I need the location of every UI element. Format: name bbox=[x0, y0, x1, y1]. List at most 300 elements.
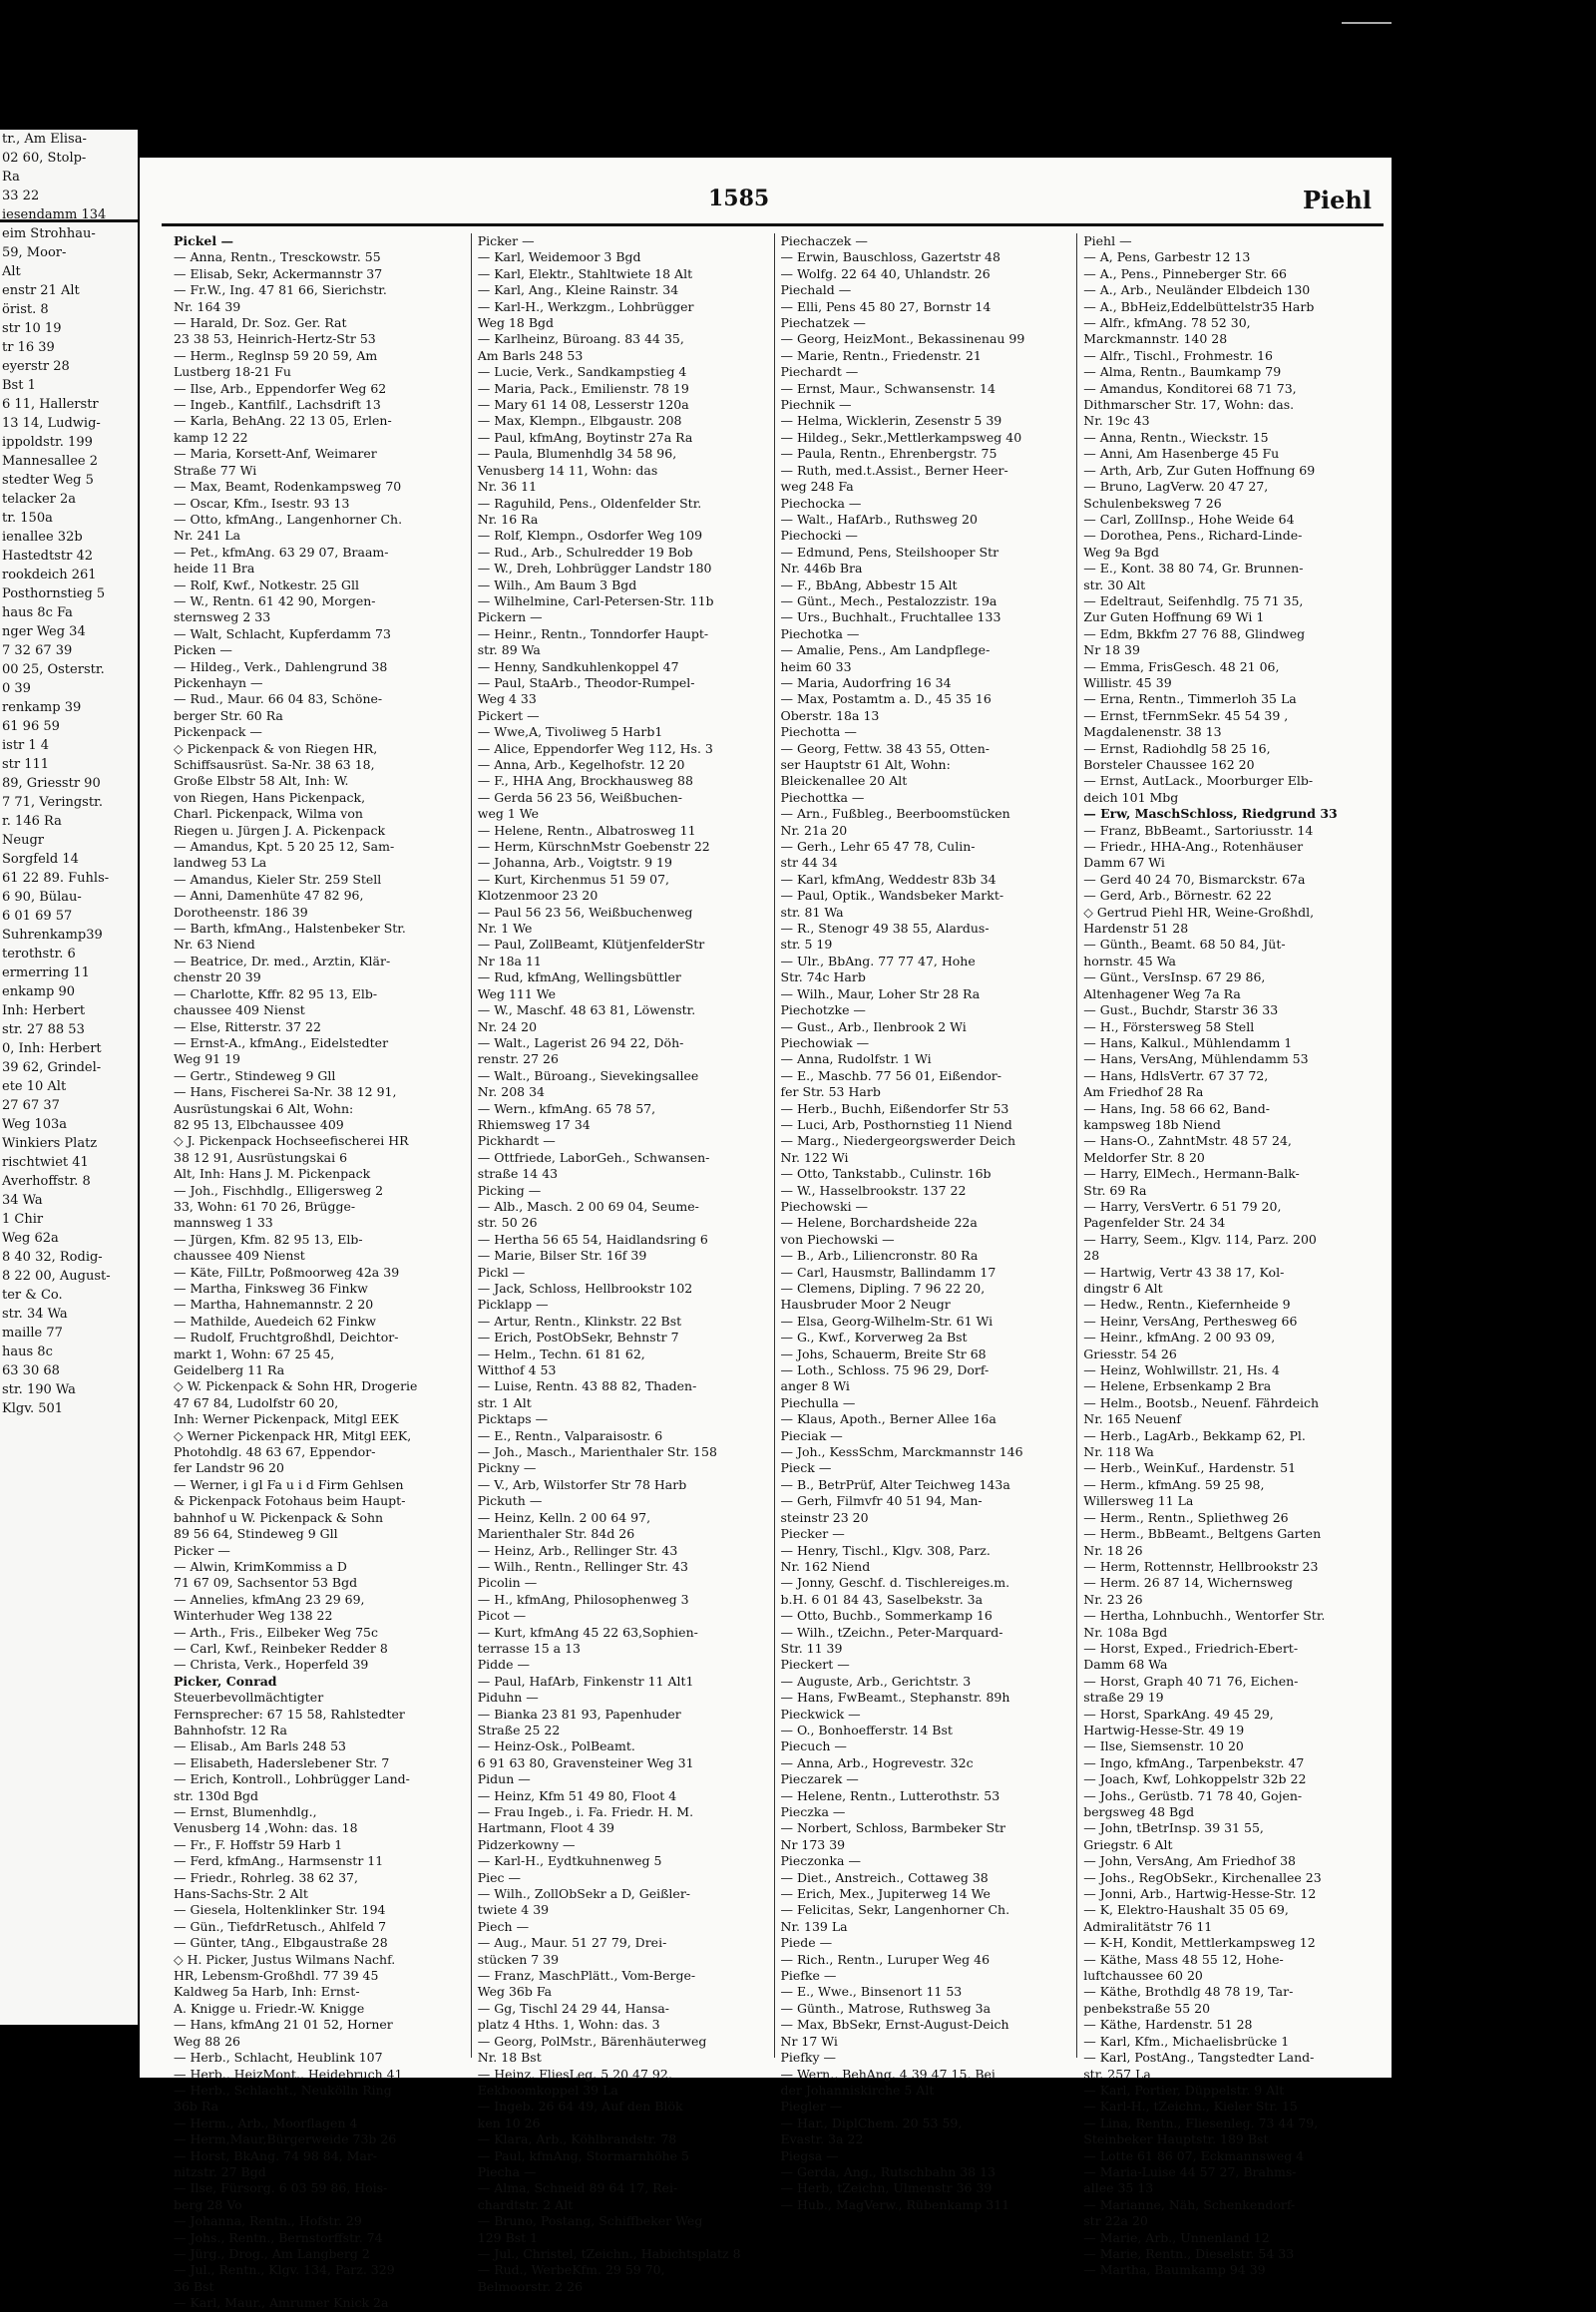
directory-entry: — Walt., Büroang., Sievekingsallee bbox=[477, 1067, 699, 1083]
left-fragment-line: tr. 150a bbox=[2, 511, 53, 526]
directory-entry: — Käte, FilLtr, Poßmoorweg 42a 39 bbox=[174, 1264, 400, 1280]
directory-entry: 28 bbox=[1083, 1248, 1100, 1264]
directory-entry: str. 81 Wa bbox=[780, 904, 844, 920]
directory-entry: — Diet., Anstreich., Cottaweg 38 bbox=[780, 1869, 989, 1885]
directory-entry: Pickl — bbox=[477, 1264, 526, 1280]
directory-entry: Piecha — bbox=[477, 2163, 537, 2179]
directory-entry: — Anna, Rentn., Tresckowstr. 55 bbox=[174, 249, 381, 265]
directory-entry: Magdalenenstr. 38 13 bbox=[1083, 724, 1222, 740]
directory-entry: Nr. 165 Neuenf bbox=[1083, 1411, 1182, 1427]
directory-entry: — Erwin, Bauschloss, Gazertstr 48 bbox=[780, 249, 1000, 265]
directory-entry: Witthof 4 53 bbox=[477, 1362, 557, 1378]
directory-entry: — Raguhild, Pens., Oldenfelder Str. bbox=[477, 495, 702, 511]
directory-entry: Eekboomkoppel 39 La bbox=[477, 2082, 618, 2098]
directory-entry: kampsweg 18b Niend bbox=[1083, 1116, 1221, 1132]
directory-entry: Pickny — bbox=[477, 1460, 537, 1476]
directory-entry: Pickel — bbox=[174, 233, 233, 248]
left-fragment-line: 39 62, Grindel- bbox=[2, 1060, 102, 1075]
directory-entry: Piechocki — bbox=[780, 528, 858, 544]
directory-page bbox=[140, 158, 1392, 2311]
directory-entry: Dorotheenstr. 186 39 bbox=[174, 904, 308, 920]
directory-entry: — Max, BbSekr, Ernst-August-Deich bbox=[780, 2017, 1009, 2033]
left-fragment-line: örist. 8 bbox=[2, 302, 49, 317]
directory-entry: — W., Rentn. 61 42 90, Morgen- bbox=[174, 592, 376, 608]
directory-entry: Dithmarscher Str. 17, Wohn: das. bbox=[1083, 397, 1295, 413]
directory-entry: Oberstr. 18a 13 bbox=[780, 707, 880, 723]
directory-entry: luftchaussee 60 20 bbox=[1083, 1968, 1203, 1984]
left-fragment-line: haus 8c Fa bbox=[2, 605, 73, 620]
directory-entry: — Hedw., Rentn., Kiefernheide 9 bbox=[1083, 1297, 1291, 1313]
directory-entry: — Henry, Tischl., Klgv. 308, Parz. bbox=[780, 1542, 991, 1558]
directory-entry: — Charlotte, Kffr. 82 95 13, Elb- bbox=[174, 985, 378, 1001]
directory-entry: Damm 68 Wa bbox=[1083, 1657, 1168, 1673]
directory-entry: — Anni, Damenhüte 47 82 96, bbox=[174, 888, 364, 904]
directory-entry: — Herm., Arb., Moorflagen 4 bbox=[174, 2115, 358, 2130]
left-fragment-line: tr 16 39 bbox=[2, 340, 55, 355]
directory-entry: Pickert — bbox=[477, 707, 540, 723]
directory-entry: — Johs, Schauerm, Breite Str 68 bbox=[780, 1346, 987, 1361]
directory-entry: Griesstr. 54 26 bbox=[1083, 1346, 1177, 1361]
directory-entry: Nr 18a 11 bbox=[477, 953, 542, 968]
directory-entry: str. 30 Alt bbox=[1083, 577, 1146, 592]
directory-entry: Nr 173 39 bbox=[780, 1836, 846, 1852]
left-fragment-line: haus 8c bbox=[2, 1345, 53, 1359]
directory-entry: — Günth., Beamt. 68 50 84, Jüt- bbox=[1083, 937, 1286, 953]
directory-entry: — Arth., Fris., Eilbeker Weg 75c bbox=[174, 1624, 378, 1640]
directory-entry: Piechulla — bbox=[780, 1394, 856, 1410]
directory-column-2 bbox=[471, 233, 774, 2294]
directory-entry: — Friedr., Rohrleg. 38 62 37, bbox=[174, 1869, 358, 1885]
left-fragment-line: 6 11, Hallerstr bbox=[2, 397, 99, 412]
directory-entry: heim 60 33 bbox=[780, 658, 852, 674]
directory-entry: — Elli, Pens 45 80 27, Bornstr 14 bbox=[780, 298, 992, 314]
directory-entry: — Frau Ingeb., i. Fa. Friedr. H. M. bbox=[477, 1804, 694, 1819]
directory-entry: Picot — bbox=[477, 1608, 527, 1624]
directory-entry: — Erich, Mex., Jupiterweg 14 We bbox=[780, 1886, 991, 1902]
directory-entry: Evastr. 3a 22 bbox=[780, 2131, 864, 2147]
directory-entry: — Hans, kfmAng 21 01 52, Horner bbox=[174, 2017, 393, 2033]
directory-entry: — Harry, VersVertr. 6 51 79 20, bbox=[1083, 1198, 1282, 1214]
directory-entry: — H., kfmAng, Philosophenweg 3 bbox=[477, 1591, 689, 1607]
directory-entry: — Amandus, Konditorei 68 71 73, bbox=[1083, 380, 1297, 396]
directory-entry: — Clemens, Dipling. 7 96 22 20, bbox=[780, 1281, 986, 1296]
directory-entry: — Amandus, Kpt. 5 20 25 12, Sam- bbox=[174, 839, 395, 855]
directory-entry: chardtstr. 2 Alt bbox=[477, 2196, 574, 2212]
directory-entry: — Maria, Korsett-Anf, Weimarer bbox=[174, 446, 377, 462]
directory-entry: — Käthe, Hardenstr. 51 28 bbox=[1083, 2017, 1253, 2033]
directory-entry: 47 67 84, Ludolfstr 60 20, bbox=[174, 1394, 339, 1410]
directory-entry: — Jürgen, Kfm. 82 95 13, Elb- bbox=[174, 1231, 363, 1247]
directory-entry: Steinbeker Hauptstr. 189 Bst bbox=[1083, 2131, 1269, 2147]
left-fragment-line: renkamp 39 bbox=[2, 700, 82, 715]
directory-entry: — Karl, Weidemoor 3 Bgd bbox=[477, 249, 641, 265]
left-fragment-line: stedter Weg 5 bbox=[2, 473, 94, 488]
directory-entry: — Erich, PostObSekr, Behnstr 7 bbox=[477, 1330, 679, 1346]
directory-entry: 89 56 64, Stindeweg 9 Gll bbox=[174, 1526, 338, 1542]
directory-entry: — Ottfriede, LaborGeh., Schwansen- bbox=[477, 1149, 710, 1165]
left-fragment-line: 7 71, Veringstr. bbox=[2, 795, 103, 810]
directory-entry: Marckmannstr. 140 28 bbox=[1083, 331, 1228, 347]
directory-entry: — Loth., Schloss. 75 96 29, Dorf- bbox=[780, 1362, 990, 1378]
directory-entry: Hausbruder Moor 2 Neugr bbox=[780, 1297, 951, 1313]
directory-entry: — Gerda 56 23 56, Weißbuchen- bbox=[477, 789, 682, 805]
directory-entry: — Wilh., Rentn., Rellinger Str. 43 bbox=[477, 1558, 688, 1574]
directory-entry: — Ingeb., Kantfilf., Lachsdrift 13 bbox=[174, 397, 381, 413]
left-fragment-line: Sorgfeld 14 bbox=[2, 852, 79, 867]
directory-entry: — Elisab, Sekr, Ackermannstr 37 bbox=[174, 265, 383, 281]
directory-entry: HR, Lebensm-Großhdl. 77 39 45 bbox=[174, 1968, 379, 1984]
directory-entry: Piec — bbox=[477, 1869, 522, 1885]
directory-entry: — Erna, Rentn., Timmerloh 35 La bbox=[1083, 691, 1297, 707]
directory-entry: fer Landstr 96 20 bbox=[174, 1460, 284, 1476]
directory-entry: — Rud, kfmAng, Wellingsbüttler bbox=[477, 969, 681, 985]
directory-entry: — Karla, BehAng. 22 13 05, Erlen- bbox=[174, 413, 392, 429]
directory-entry: Belmoorstr. 2 26 bbox=[477, 2278, 584, 2294]
directory-entry: — Urs., Buchhalt., Fruchtallee 133 bbox=[780, 609, 1001, 625]
directory-entry: Damm 67 Wi bbox=[1083, 855, 1165, 871]
directory-entry: — Elisabeth, Haderslebener Str. 7 bbox=[174, 1754, 390, 1770]
directory-entry: Nr 18 39 bbox=[1083, 642, 1140, 658]
directory-entry: — Franz, MaschPlätt., Vom-Berge- bbox=[477, 1968, 696, 1984]
directory-entry: — Alice, Eppendorfer Weg 112, Hs. 3 bbox=[477, 740, 713, 756]
directory-entry: — Herb., Buchh, Eißendorfer Str 53 bbox=[780, 1100, 1009, 1116]
directory-entry: weg 248 Fa bbox=[780, 479, 854, 495]
directory-entry: — Heinr., Rentn., Tonndorfer Haupt- bbox=[477, 625, 709, 641]
directory-entry: — F., BbAng, Abbestr 15 Alt bbox=[780, 577, 958, 592]
directory-entry: — Hartwig, Vertr 43 38 17, Kol- bbox=[1083, 1264, 1285, 1280]
directory-entry: — Alwin, KrimKommiss a D bbox=[174, 1558, 347, 1574]
directory-entry: Weg 18 Bgd bbox=[477, 315, 555, 331]
left-fragment-line: telacker 2a bbox=[2, 492, 77, 507]
directory-entry: — Paul, HafArb, Finkenstr 11 Alt1 bbox=[477, 1673, 694, 1689]
directory-entry: — Heinz, Kfm 51 49 80, Floot 4 bbox=[477, 1787, 677, 1803]
directory-entry: Nr 17 Wi bbox=[780, 2033, 838, 2049]
directory-entry: — Friedr., HHA-Ang., Rotenhäuser bbox=[1083, 839, 1304, 855]
directory-entry: — Wern., BehAng. 4 39 47 15, Bei bbox=[780, 2066, 996, 2082]
left-fragment-line: 0 39 bbox=[2, 681, 31, 696]
directory-entry: — Karl, Portier, Düppelstr. 9 Alt bbox=[1083, 2082, 1285, 2098]
directory-entry: — Johanna, Rentn., Hofstr. 29 bbox=[174, 2213, 362, 2229]
directory-entry: — Ernst, Maur., Schwansenstr. 14 bbox=[780, 380, 996, 396]
left-fragment-line: str. 34 Wa bbox=[2, 1307, 68, 1322]
directory-entry: — A., BbHeiz,Eddelbüttelstr35 Harb bbox=[1083, 298, 1315, 314]
directory-entry: str. 89 Wa bbox=[477, 642, 541, 658]
directory-entry: Piechnik — bbox=[780, 397, 852, 413]
left-fragment-line: Klgv. 501 bbox=[2, 1401, 64, 1416]
directory-entry: — Pet., kfmAng. 63 29 07, Braam- bbox=[174, 544, 389, 560]
directory-entry: — Amandus, Kieler Str. 259 Stell bbox=[174, 871, 382, 887]
directory-entry: — Joh., Masch., Marienthaler Str. 158 bbox=[477, 1444, 717, 1460]
directory-entry: — Heinr, VersAng, Perthesweg 66 bbox=[1083, 1313, 1298, 1329]
directory-entry: — Karl, Ang., Kleine Rainstr. 34 bbox=[477, 282, 679, 298]
directory-entry: — Gün., TiefdrRetusch., Ahlfeld 7 bbox=[174, 1918, 387, 1934]
left-fragment-line: r. 146 Ra bbox=[2, 814, 62, 829]
directory-entry: stücken 7 39 bbox=[477, 1951, 560, 1967]
left-fragment-line: Mannesallee 2 bbox=[2, 454, 99, 469]
directory-entry: nitzstr. 27 Bgd bbox=[174, 2163, 266, 2179]
directory-entry: — Martha, Finksweg 36 Finkw bbox=[174, 1281, 368, 1296]
directory-entry: 23 38 53, Heinrich-Hertz-Str 53 bbox=[174, 331, 376, 347]
directory-entry: — Annelies, kfmAng 23 29 69, bbox=[174, 1591, 365, 1607]
directory-entry: — Klaus, Apoth., Berner Allee 16a bbox=[780, 1411, 997, 1427]
directory-entry: Griegstr. 6 Alt bbox=[1083, 1836, 1173, 1852]
directory-entry: Borsteler Chaussee 162 20 bbox=[1083, 757, 1255, 772]
directory-entry: — Johanna, Arb., Voigtstr. 9 19 bbox=[477, 855, 672, 871]
directory-entry: — Erich, Kontroll., Lohbrügger Land- bbox=[174, 1771, 410, 1787]
directory-entry: — Paula, Rentn., Ehrenbergstr. 75 bbox=[780, 446, 998, 462]
directory-entry: — Ferd, kfmAng., Harmsenstr 11 bbox=[174, 1853, 384, 1869]
directory-entry: — Ruth, med.t.Assist., Berner Heer- bbox=[780, 462, 1008, 478]
directory-entry: — Carl, Hausmstr, Ballindamm 17 bbox=[780, 1264, 997, 1280]
directory-entry: Weg 91 19 bbox=[174, 1051, 240, 1067]
directory-entry: — Hertha 56 65 54, Haidlandsring 6 bbox=[477, 1231, 708, 1247]
directory-entry: Piduhn — bbox=[477, 1690, 539, 1706]
left-fragment-line: ippoldstr. 199 bbox=[2, 435, 93, 450]
directory-entry: — Harry, Seem., Klgv. 114, Parz. 200 bbox=[1083, 1231, 1317, 1247]
directory-entry: ◇ W. Pickenpack & Sohn HR, Drogerie bbox=[174, 1378, 418, 1394]
directory-entry: sternsweg 2 33 bbox=[174, 609, 271, 625]
directory-entry: Picken — bbox=[174, 642, 232, 658]
directory-entry: — Jonni, Arb., Hartwig-Hesse-Str. 12 bbox=[1083, 1886, 1317, 1902]
directory-entry: str. 130d Bgd bbox=[174, 1787, 259, 1803]
directory-entry: — Otto, Buchb., Sommerkamp 16 bbox=[780, 1608, 993, 1624]
directory-entry: — Helene, Rentn., Lutterothstr. 53 bbox=[780, 1787, 1000, 1803]
directory-entry: — Rich., Rentn., Luruper Weg 46 bbox=[780, 1951, 991, 1967]
directory-entry: — Herm., Reglnsp 59 20 59, Am bbox=[174, 347, 378, 363]
directory-entry: — Herm,Maur,Bürgerweide 73b 26 bbox=[174, 2131, 397, 2147]
directory-entry: berger Str. 60 Ra bbox=[174, 707, 283, 723]
directory-entry: — Johs., Rentn., Bernstorffstr. 74 bbox=[174, 2229, 383, 2245]
directory-entry: Pickuth — bbox=[477, 1493, 543, 1509]
directory-entry: — Hildeg., Sekr.,Mettlerkampsweg 40 bbox=[780, 429, 1022, 445]
directory-entry: — Ilse, Arb., Eppendorfer Weg 62 bbox=[174, 380, 387, 396]
directory-entry: — Hans, Ing. 58 66 62, Band- bbox=[1083, 1100, 1270, 1116]
directory-entry: Hans-Sachs-Str. 2 Alt bbox=[174, 1886, 308, 1902]
directory-entry: — Helene, Erbsenkamp 2 Bra bbox=[1083, 1378, 1272, 1394]
directory-entry: ken 10 26 bbox=[477, 2115, 541, 2130]
directory-entry: — Ernst, Blumenhdlg., bbox=[174, 1804, 317, 1819]
left-fragment-line: rischtwiet 41 bbox=[2, 1155, 89, 1170]
directory-entry: Nr. 208 34 bbox=[477, 1084, 545, 1100]
left-fragment-line: iesendamm 134 bbox=[2, 207, 107, 222]
directory-entry: — Kurt, Kirchenmus 51 59 07, bbox=[477, 871, 670, 887]
directory-entry: — Arth, Arb, Zur Guten Hoffnung 69 bbox=[1083, 462, 1316, 478]
left-fragment-line: maille 77 bbox=[2, 1326, 63, 1341]
directory-entry: Willersweg 11 La bbox=[1083, 1493, 1194, 1509]
directory-entry: Nr. 24 20 bbox=[477, 1018, 538, 1034]
directory-entry: ◇ Werner Pickenpack HR, Mitgl EEK, bbox=[174, 1427, 412, 1443]
left-fragment-line: 34 Wa bbox=[2, 1193, 43, 1208]
directory-entry: Picolin — bbox=[477, 1575, 538, 1591]
left-fragment-line: 61 96 59 bbox=[2, 719, 60, 734]
directory-entry: — Barth, kfmAng., Halstenbeker Str. bbox=[174, 921, 406, 937]
left-fragment-line: str. 190 Wa bbox=[2, 1382, 76, 1397]
directory-entry: Piech — bbox=[477, 1918, 530, 1934]
directory-entry: — W., Dreh, Lohbrügger Landstr 180 bbox=[477, 561, 712, 577]
directory-entry: — Herm., BbBeamt., Beltgens Garten bbox=[1083, 1526, 1322, 1542]
directory-entry: — Jul., Christel, tZeichn., Habichtsplatz 8 bbox=[477, 2245, 741, 2261]
directory-entry: — Marie, Rentn., Dieselstr. 54 33 bbox=[1083, 2245, 1295, 2261]
directory-entry: — Bruno, Postang, Schiffbeker Weg bbox=[477, 2213, 703, 2229]
directory-entry: — Anna, Arb., Kegelhofstr. 12 20 bbox=[477, 757, 685, 772]
directory-entry: str 44 34 bbox=[780, 855, 838, 871]
directory-entry: berg 28 Vo bbox=[174, 2196, 242, 2212]
directory-entry: Nr. 18 Bst bbox=[477, 2050, 542, 2066]
left-fragment-line: 89, Griesstr 90 bbox=[2, 776, 101, 791]
directory-entry: hornstr. 45 Wa bbox=[1083, 953, 1176, 968]
directory-entry: Riegen u. Jürgen J. A. Pickenpack bbox=[174, 822, 386, 838]
directory-entry: — A., Arb., Neuländer Elbdeich 130 bbox=[1083, 282, 1311, 298]
directory-entry: — Ingo, kfmAng., Tarpenbekstr. 47 bbox=[1083, 1754, 1305, 1770]
directory-entry: — V., Arb, Wilstorfer Str 78 Harb bbox=[477, 1476, 687, 1492]
directory-entry: Picker — bbox=[174, 1542, 230, 1558]
left-page-rule bbox=[0, 219, 138, 222]
page-number: 1585 bbox=[708, 186, 770, 211]
directory-entry: Pagenfelder Str. 24 34 bbox=[1083, 1215, 1226, 1231]
directory-entry: Nr. 63 Niend bbox=[174, 937, 255, 953]
running-head: Piehl bbox=[1303, 186, 1372, 214]
directory-column-3 bbox=[774, 233, 1077, 2212]
directory-entry: Pieczka — bbox=[780, 1804, 846, 1819]
left-fragment-line: terothstr. 6 bbox=[2, 947, 76, 962]
directory-entry: Piegler — bbox=[780, 2099, 843, 2115]
directory-entry: — Alma, Rentn., Baumkamp 79 bbox=[1083, 364, 1282, 380]
directory-entry: — Hans, Kalkul., Mühlendamm 1 bbox=[1083, 1034, 1293, 1050]
directory-entry: fer Str. 53 Harb bbox=[780, 1084, 881, 1100]
directory-entry: — Gust., Buchdr, Starstr 36 33 bbox=[1083, 1002, 1279, 1018]
directory-entry: — Karl, kfmAng, Weddestr 83b 34 bbox=[780, 871, 997, 887]
directory-entry: Piechotta — bbox=[780, 724, 857, 740]
left-fragment-line: ter & Co. bbox=[2, 1288, 63, 1303]
directory-entry: ◇ H. Picker, Justus Wilmans Nachf. bbox=[174, 1951, 396, 1967]
directory-entry: — Harry, ElMech., Hermann-Balk- bbox=[1083, 1166, 1300, 1182]
directory-entry: Piecuch — bbox=[780, 1738, 847, 1754]
directory-entry: — Wilh., Maur, Loher Str 28 Ra bbox=[780, 985, 981, 1001]
directory-entry: Picker — bbox=[477, 233, 535, 248]
directory-entry: Piechottka — bbox=[780, 789, 865, 805]
directory-entry: mannsweg 1 33 bbox=[174, 1215, 273, 1231]
directory-entry: — Günt., Mech., Pestalozzistr. 19a bbox=[780, 592, 998, 608]
directory-entry: Nr. 164 39 bbox=[174, 298, 241, 314]
directory-entry: Weg 4 33 bbox=[477, 691, 537, 707]
directory-entry: 71 67 09, Sachsentor 53 Bgd bbox=[174, 1575, 358, 1591]
directory-entry: — Amalie, Pens., Am Landpflege- bbox=[780, 642, 991, 658]
directory-entry: — Ernst-A., kfmAng., Eidelstedter bbox=[174, 1034, 389, 1050]
directory-entry: — Heinz, Kelln. 2 00 64 97, bbox=[477, 1509, 651, 1525]
directory-entry: — Günth., Matrose, Ruthsweg 3a bbox=[780, 2000, 992, 2016]
directory-entry: — Franz, BbBeamt., Sartoriusstr. 14 bbox=[1083, 822, 1314, 838]
directory-entry: — Gerd 40 24 70, Bismarckstr. 67a bbox=[1083, 871, 1306, 887]
directory-entry: Nr. 108a Bgd bbox=[1083, 1624, 1168, 1640]
directory-entry: platz 4 Hths. 1, Wohn: das. 3 bbox=[477, 2017, 660, 2033]
directory-entry: — Maria, Audorfring 16 34 bbox=[780, 674, 952, 690]
directory-entry: — Lina, Rentn., Fliesenleg. 73 44 79, bbox=[1083, 2115, 1319, 2130]
directory-entry: — Paula, Blumenhdlg 34 58 96, bbox=[477, 446, 677, 462]
directory-entry: Piehl — bbox=[1083, 233, 1132, 248]
directory-entry: Pieckwick — bbox=[780, 1706, 861, 1722]
left-fragment-line: ienallee 32b bbox=[2, 530, 83, 545]
directory-entry: — Luise, Rentn. 43 88 82, Thaden- bbox=[477, 1378, 697, 1394]
directory-entry: twiete 4 39 bbox=[477, 1902, 550, 1918]
directory-entry: — Oscar, Kfm., Isestr. 93 13 bbox=[174, 495, 350, 511]
directory-entry: Inh: Werner Pickenpack, Mitgl EEK bbox=[174, 1411, 399, 1427]
directory-entry: — Wilh., ZollObSekr a D, Geißler- bbox=[477, 1886, 691, 1902]
directory-entry: — Arn., Fußbleg., Beerboomstücken bbox=[780, 806, 1010, 822]
directory-entry: Nr. 118 Wa bbox=[1083, 1444, 1154, 1460]
directory-entry: Nr. 18 26 bbox=[1083, 1542, 1143, 1558]
directory-entry: heide 11 Bra bbox=[174, 561, 255, 577]
directory-entry: Weg 9a Bgd bbox=[1083, 544, 1160, 560]
directory-entry: Pieczonka — bbox=[780, 1853, 861, 1869]
directory-entry: Str. 69 Ra bbox=[1083, 1182, 1147, 1198]
directory-entry: — K-H, Kondit, Mettlerkampsweg 12 bbox=[1083, 1935, 1316, 1951]
directory-entry: — Günt., VersInsp. 67 29 86, bbox=[1083, 969, 1266, 985]
directory-entry: — A, Pens, Garbestr 12 13 bbox=[1083, 249, 1251, 265]
left-fragment-line: Winkiers Platz bbox=[2, 1136, 98, 1151]
directory-entry: — Edeltraut, Seifenhdlg. 75 71 35, bbox=[1083, 592, 1304, 608]
directory-entry: ◇ Gertrud Piehl HR, Weine-Großhdl, bbox=[1083, 904, 1315, 920]
directory-entry: — F., HHA Ang, Brockhausweg 88 bbox=[477, 773, 693, 789]
scan-mark bbox=[1342, 22, 1392, 24]
directory-entry: Piechaczek — bbox=[780, 233, 868, 248]
directory-entry: — John, VersAng, Am Friedhof 38 bbox=[1083, 1853, 1296, 1869]
left-fragment-line: tr., Am Elisa- bbox=[2, 132, 87, 147]
directory-entry: Bleickenallee 20 Alt bbox=[780, 773, 908, 789]
directory-entry: str. 257 La bbox=[1083, 2066, 1151, 2082]
directory-entry: Nr. 241 La bbox=[174, 528, 241, 544]
directory-entry: Ausrüstungskai 6 Alt, Wohn: bbox=[174, 1100, 354, 1116]
directory-entry: Pieckert — bbox=[780, 1657, 850, 1673]
directory-columns bbox=[168, 233, 1380, 2311]
directory-entry: — Gg, Tischl 24 29 44, Hansa- bbox=[477, 2000, 670, 2016]
directory-entry: — B., BetrPrüf, Alter Teichweg 143a bbox=[780, 1476, 1010, 1492]
directory-entry: dingstr 6 Alt bbox=[1083, 1281, 1163, 1296]
directory-entry: — Max, Klempn., Elbgaustr. 208 bbox=[477, 413, 682, 429]
directory-entry: — Rud., Arb., Schulredder 19 Bob bbox=[477, 544, 693, 560]
directory-entry: — Hildeg., Verk., Dahlengrund 38 bbox=[174, 658, 388, 674]
left-fragment-line: str 111 bbox=[2, 757, 50, 772]
directory-entry: ser Hauptstr 61 Alt, Wohn: bbox=[780, 757, 951, 772]
directory-entry: Piechocka — bbox=[780, 495, 862, 511]
directory-entry: — Hub., MagVerw., Rübenkamp 311 bbox=[780, 2196, 1010, 2212]
directory-entry: — Gust., Arb., Ilenbrook 2 Wi bbox=[780, 1018, 967, 1034]
directory-entry: Straße 25 22 bbox=[477, 1722, 561, 1737]
directory-entry: — E., Maschb. 77 56 01, Eißendor- bbox=[780, 1067, 1001, 1083]
left-fragment-line: 13 14, Ludwig- bbox=[2, 416, 101, 431]
directory-entry: — Martha, Hahnemannstr. 2 20 bbox=[174, 1297, 374, 1313]
directory-entry: b.H. 6 01 84 43, Saselbekstr. 3a bbox=[780, 1591, 984, 1607]
directory-entry: — Karl, Maur., Amrumer Knick 2a bbox=[174, 2295, 389, 2311]
directory-entry: Charl. Pickenpack, Wilma von bbox=[174, 806, 363, 822]
directory-entry: Bahnhofstr. 12 Ra bbox=[174, 1722, 287, 1737]
directory-entry: Am Barls 248 53 bbox=[477, 347, 584, 363]
directory-entry: Piefky — bbox=[780, 2050, 837, 2066]
directory-entry: — Dorothea, Pens., Richard-Linde- bbox=[1083, 528, 1303, 544]
directory-entry: Pieck — bbox=[780, 1460, 832, 1476]
directory-entry: — Käthe, Brothdlg 48 78 19, Tar- bbox=[1083, 1984, 1294, 2000]
left-fragment-line: 00 25, Osterstr. bbox=[2, 662, 105, 677]
directory-entry: Nr. 162 Niend bbox=[780, 1558, 871, 1574]
left-fragment-line: enstr 21 Alt bbox=[2, 283, 80, 298]
directory-entry: — Rolf, Klempn., Osdorfer Weg 109 bbox=[477, 528, 703, 544]
directory-entry: — Rud., WerbeKfm. 29 59 70, bbox=[477, 2262, 665, 2278]
directory-entry: — Hans, Fischerei Sa-Nr. 38 12 91, bbox=[174, 1084, 397, 1100]
directory-entry: — Joh., Fischhdlg., Elligersweg 2 bbox=[174, 1182, 384, 1198]
directory-entry: Meldorfer Str. 8 20 bbox=[1083, 1149, 1205, 1165]
directory-entry: — Elsa, Georg-Wilhelm-Str. 61 Wi bbox=[780, 1313, 994, 1329]
directory-entry: — R., Stenogr 49 38 55, Alardus- bbox=[780, 921, 990, 937]
directory-entry: — Wwe,A, Tivoliweg 5 Harb1 bbox=[477, 724, 663, 740]
